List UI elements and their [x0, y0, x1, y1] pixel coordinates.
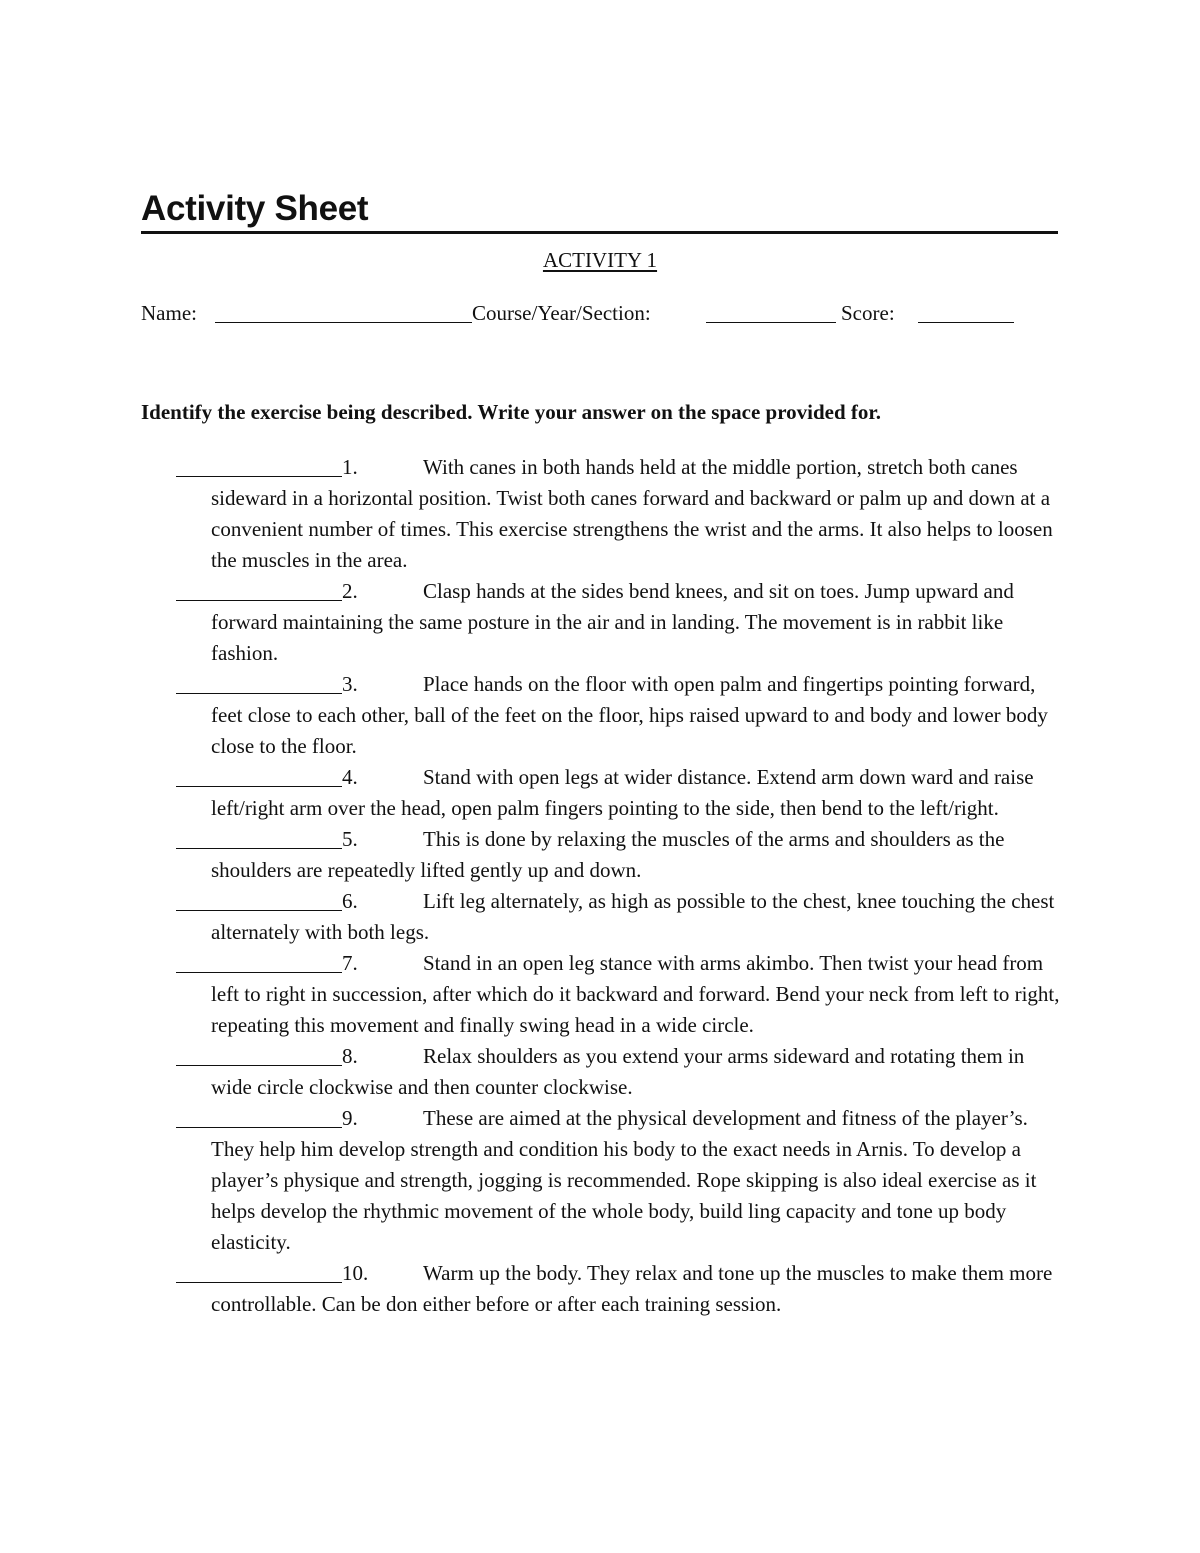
- question-item: [211, 1258, 1063, 1320]
- answer-blank[interactable]: [176, 786, 342, 787]
- answer-blank[interactable]: [176, 476, 342, 477]
- question-number: 8.: [342, 1044, 358, 1068]
- course-year-section-label: Course/Year/Section:: [472, 301, 651, 325]
- question-text: With canes in both hands held at the middle portion, stretch both canes sideward in a horizontal position. Twist both canes forward and backward or palm up and down at a convenient number of times. This exercise strengthens the wrist and the arms. It also helps to loosen the muscles in the area.: [211, 455, 1053, 572]
- answer-blank[interactable]: [176, 693, 342, 694]
- question-number: 9.: [342, 1106, 358, 1130]
- question-text: This is done by relaxing the muscles of the arms and shoulders as the shoulders are repeatedly lifted gently up and down.: [211, 827, 1005, 882]
- question-item: [211, 452, 1063, 576]
- answer-blank[interactable]: [176, 848, 342, 849]
- instructions: Identify the exercise being described. Write your answer on the space provided for.: [141, 400, 882, 424]
- question-number: 4.: [342, 765, 358, 789]
- score-blank[interactable]: [918, 322, 1014, 323]
- question-number: 6.: [342, 889, 358, 913]
- score-label: Score:: [841, 301, 895, 325]
- question-text: Relax shoulders as you extend your arms sideward and rotating them in wide circle clockwise and then counter clockwise.: [211, 1044, 1025, 1099]
- question-item: [211, 669, 1063, 762]
- question-number: 1.: [342, 455, 358, 479]
- course-year-section-blank[interactable]: [706, 322, 836, 323]
- question-number: 5.: [342, 827, 358, 851]
- question-text: Stand in an open leg stance with arms akimbo. Then twist your head from left to right in succession, after which do it backward and forward. Bend your neck from left to right, repeating this movement and finally swing head in a wide circle.: [211, 951, 1060, 1037]
- question-item: [211, 762, 1063, 824]
- answer-blank[interactable]: [176, 1065, 342, 1066]
- question-text: Clasp hands at the sides bend knees, and sit on toes. Jump upward and forward maintaining the same posture in the air and in landing. The movement is in rabbit like fashion.: [211, 579, 1014, 665]
- question-number: 3.: [342, 672, 358, 696]
- question-text: Place hands on the floor with open palm and fingertips pointing forward, feet close to each other, ball of the feet on the floor, hips raised upward to and body and lower body close to the floor.: [211, 672, 1048, 758]
- question-item: [211, 1041, 1063, 1103]
- answer-blank[interactable]: [176, 972, 342, 973]
- answer-blank[interactable]: [176, 910, 342, 911]
- student-info-row: [141, 299, 1041, 329]
- page-title: Activity Sheet: [141, 188, 1058, 234]
- question-number: 2.: [342, 579, 358, 603]
- answer-blank[interactable]: [176, 600, 342, 601]
- question-item: [211, 1103, 1063, 1258]
- question-item: [211, 886, 1063, 948]
- question-item: [211, 576, 1063, 669]
- activity-heading: ACTIVITY 1: [542, 248, 658, 272]
- question-text: Lift leg alternately, as high as possible to the chest, knee touching the chest alternately with both legs.: [211, 889, 1055, 944]
- answer-blank[interactable]: [176, 1282, 342, 1283]
- question-item: [211, 948, 1063, 1041]
- answer-blank[interactable]: [176, 1127, 342, 1128]
- question-number: 7.: [342, 951, 358, 975]
- name-blank[interactable]: [215, 322, 472, 323]
- question-item: [211, 824, 1063, 886]
- question-text: Stand with open legs at wider distance. Extend arm down ward and raise left/right arm over the head, open palm fingers pointing to the side, then bend to the left/right.: [211, 765, 1034, 820]
- question-number: 10.: [342, 1261, 369, 1285]
- name-label: Name:: [141, 301, 197, 325]
- question-list: [0, 452, 1200, 1320]
- question-text: These are aimed at the physical development and fitness of the player’s. They help him develop strength and condition his body to the exact needs in Arnis. To develop a player’s physique and strength, jogging is recommended. Rope skipping is also ideal exercise as it helps develop the rhythmic movement of the whole body, build ling capacity and tone up body elasticity.: [211, 1106, 1037, 1254]
- question-text: Warm up the body. They relax and tone up the muscles to make them more controllable. Can be don either before or after each training session.: [211, 1261, 1053, 1316]
